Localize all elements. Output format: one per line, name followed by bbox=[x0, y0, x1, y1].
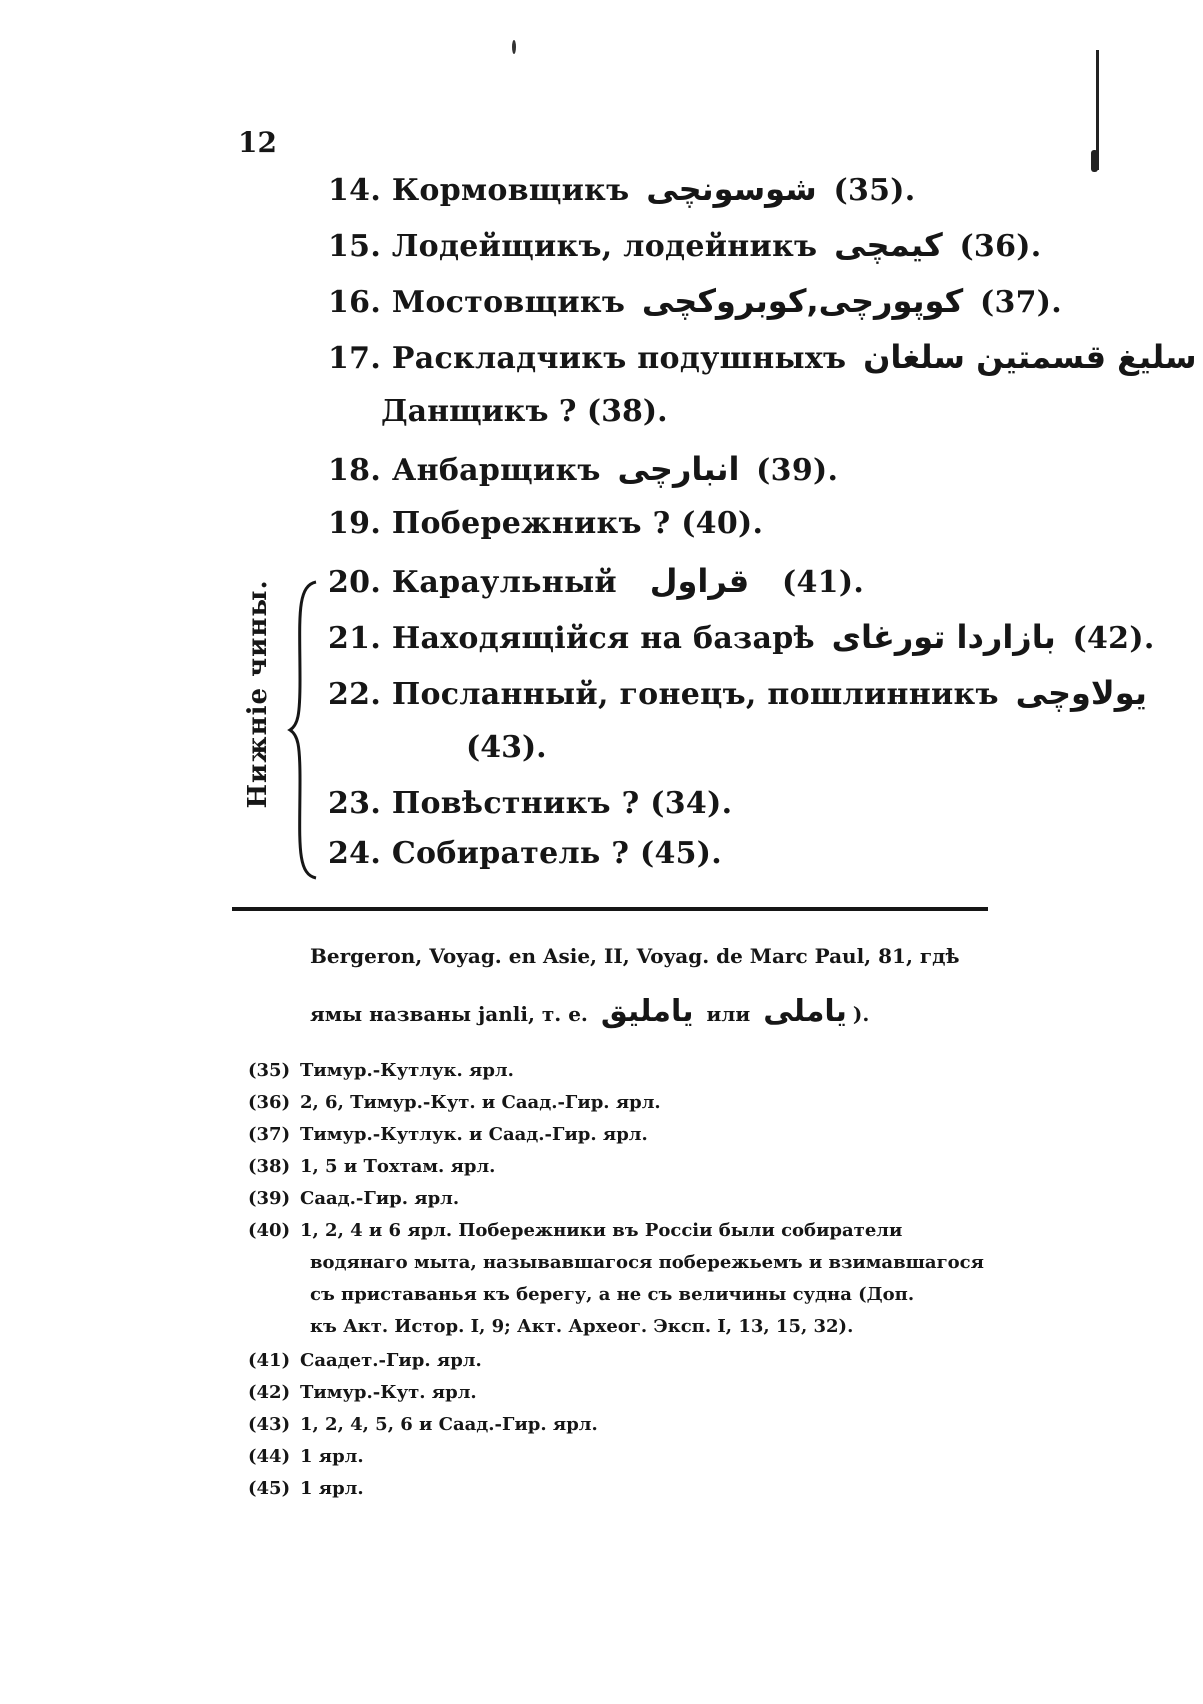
footnote-39 bbox=[248, 1188, 459, 1209]
scan-edge-mark bbox=[1091, 150, 1098, 172]
entry-ref: (41). bbox=[781, 565, 865, 600]
entry-24 bbox=[328, 836, 722, 871]
entry-15 bbox=[328, 226, 1042, 264]
entry-22-continuation: (43). bbox=[466, 730, 547, 765]
continuation-text: ямы названы janli, т. е. bbox=[310, 1002, 588, 1026]
entry-arabic: یولاوچی bbox=[1015, 674, 1147, 712]
entry-text: Находящійся на базарѣ bbox=[391, 621, 815, 656]
footnote-label: (35) bbox=[248, 1060, 291, 1081]
continuation-arabic: یاملی bbox=[763, 994, 847, 1029]
entry-20 bbox=[328, 562, 864, 600]
footnote-separator bbox=[232, 907, 988, 911]
footnote-label: (37) bbox=[248, 1124, 291, 1145]
entry-number: 14. bbox=[328, 173, 382, 208]
entry-arabic: کیمچی bbox=[834, 226, 943, 264]
footnote-42 bbox=[248, 1382, 477, 1403]
entry-number: 16. bbox=[328, 285, 382, 320]
footnote-text: Тимур.-Кут. ярл. bbox=[300, 1382, 477, 1403]
entry-arabic: شوسونچی bbox=[646, 170, 817, 208]
footnote-36 bbox=[248, 1092, 661, 1113]
footnote-label: (38) bbox=[248, 1156, 291, 1177]
footnote-43 bbox=[248, 1414, 598, 1435]
footnote-40-line-3: съ приставанья къ берегу, а не съ величины судна (Доп. bbox=[310, 1284, 915, 1305]
entry-18 bbox=[328, 450, 838, 488]
footnote-label: (42) bbox=[248, 1382, 291, 1403]
footnote-44 bbox=[248, 1446, 364, 1467]
scan-speck bbox=[512, 40, 516, 54]
footnote-text: Саадет.-Гир. ярл. bbox=[300, 1350, 482, 1371]
entry-text: Повѣстникъ ? (34). bbox=[391, 786, 733, 821]
footnote-40 bbox=[248, 1220, 902, 1241]
entry-19 bbox=[328, 506, 763, 541]
footnote-41 bbox=[248, 1350, 482, 1371]
entry-arabic: انبارچی bbox=[617, 450, 740, 488]
entry-number: 24. bbox=[328, 836, 382, 871]
entry-17-continuation: Данщикъ ? (38). bbox=[381, 394, 668, 429]
curly-brace bbox=[288, 580, 318, 880]
footnote-label: (43) bbox=[248, 1414, 291, 1435]
entry-arabic: قراول bbox=[649, 562, 750, 600]
entry-text: Собиратель ? (45). bbox=[391, 836, 723, 871]
footnote-35 bbox=[248, 1060, 514, 1081]
entry-text: Мостовщикъ bbox=[391, 285, 626, 320]
entry-arabic: سلیغ قسمتین سلغان bbox=[863, 338, 1197, 376]
entry-number: 21. bbox=[328, 621, 382, 656]
entry-16 bbox=[328, 282, 1062, 320]
continuation-arabic: یاملیق bbox=[600, 994, 694, 1029]
entry-number: 18. bbox=[328, 453, 382, 488]
entry-number: 22. bbox=[328, 677, 382, 712]
footnote-37 bbox=[248, 1124, 648, 1145]
entry-text: Посланный, гонецъ, пошлинникъ bbox=[391, 677, 999, 712]
footnote-text: 1, 2, 4, 5, 6 и Саад.-Гир. ярл. bbox=[300, 1414, 598, 1435]
entry-number: 23. bbox=[328, 786, 382, 821]
entry-ref: (36). bbox=[959, 229, 1042, 264]
entry-number: 17. bbox=[328, 341, 382, 376]
entry-text: Лодейщикъ, лодейникъ bbox=[391, 229, 818, 264]
entry-21 bbox=[328, 618, 1155, 656]
footnote-label: (36) bbox=[248, 1092, 291, 1113]
footnote-40-line-4: къ Акт. Истор. I, 9; Акт. Археог. Эксп. I, 13, 15, 32). bbox=[310, 1316, 854, 1337]
footnote-text: 2, 6, Тимур.-Кут. и Саад.-Гир. ярл. bbox=[300, 1092, 661, 1113]
entry-ref: (37). bbox=[979, 285, 1063, 320]
continuation-end: ). bbox=[852, 1002, 870, 1026]
entry-22 bbox=[328, 674, 1153, 712]
page-number: 12 bbox=[238, 126, 277, 159]
footnote-text: Тимур.-Кутлук. ярл. bbox=[300, 1060, 514, 1081]
brace-label: Нижніе чины. bbox=[243, 579, 273, 809]
entry-ref: (42). bbox=[1072, 621, 1155, 656]
entry-17 bbox=[328, 338, 1203, 376]
entry-number: 15. bbox=[328, 229, 382, 264]
footnote-continuation-line-1: Bergeron, Voyag. en Asie, II, Voyag. de Marc Paul, 81, гдѣ bbox=[310, 944, 960, 968]
footnote-label: (45) bbox=[248, 1478, 291, 1499]
entry-ref: (35). bbox=[833, 173, 916, 208]
footnote-text: 1, 5 и Тохтам. ярл. bbox=[300, 1156, 496, 1177]
entry-text: Раскладчикъ подушныхъ bbox=[391, 341, 847, 376]
footnote-text: 1 ярл. bbox=[300, 1446, 364, 1467]
footnote-text: Саад.-Гир. ярл. bbox=[300, 1188, 460, 1209]
entry-number: 20. bbox=[328, 565, 382, 600]
entry-text: Кормовщикъ bbox=[391, 173, 630, 208]
entry-arabic: کوپورچی,کوبروکچی bbox=[641, 282, 964, 320]
entry-23 bbox=[328, 786, 732, 821]
footnote-40-line-2: водянаго мыта, называвшагося побережьемъ и взимавшагося bbox=[310, 1252, 984, 1273]
entry-text: Побережникъ ? (40). bbox=[391, 506, 764, 541]
continuation-connector: или bbox=[706, 1002, 751, 1026]
entry-text: Анбарщикъ bbox=[391, 453, 601, 488]
entry-14 bbox=[328, 170, 916, 208]
footnote-label: (44) bbox=[248, 1446, 291, 1467]
footnote-text: 1, 2, 4 и 6 ярл. Побережники въ Россіи были собиратели bbox=[300, 1220, 903, 1241]
entry-text: Караульный bbox=[391, 565, 617, 600]
footnote-text: 1 ярл. bbox=[300, 1478, 364, 1499]
footnote-continuation-line-2 bbox=[310, 994, 869, 1029]
footnote-38 bbox=[248, 1156, 495, 1177]
entry-number: 19. bbox=[328, 506, 382, 541]
footnote-label: (41) bbox=[248, 1350, 291, 1371]
footnote-label: (39) bbox=[248, 1188, 291, 1209]
footnote-label: (40) bbox=[248, 1220, 291, 1241]
entry-arabic: بازاردا تورغای bbox=[831, 618, 1056, 656]
footnote-45 bbox=[248, 1478, 364, 1499]
entry-ref: (39). bbox=[756, 453, 839, 488]
footnote-text: Тимур.-Кутлук. и Саад.-Гир. ярл. bbox=[300, 1124, 648, 1145]
